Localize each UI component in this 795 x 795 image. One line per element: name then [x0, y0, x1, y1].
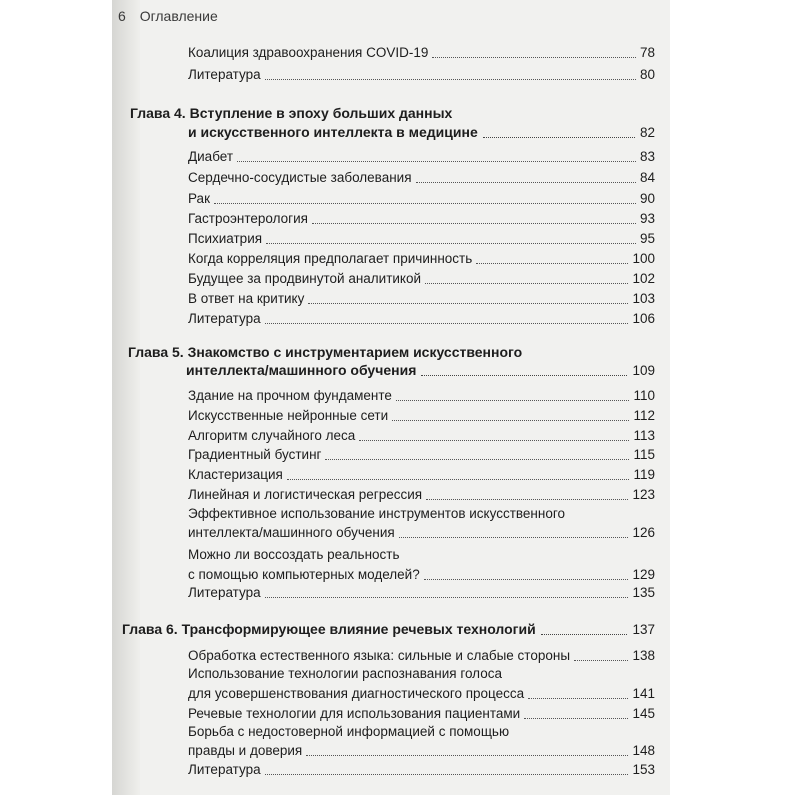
toc-entry[interactable]: Литература 106 [188, 311, 655, 326]
toc-entry-line1: Эффективное использование инструментов искусственного [188, 506, 565, 521]
toc-entry-line1: Использование технологии распознавания голоса [188, 666, 502, 681]
page-title: Оглавление [139, 8, 218, 24]
chapter-4-entry[interactable]: и искусственного интеллекта в медицине 82 [188, 124, 655, 140]
toc-entry[interactable]: для усовершенствования диагностического процесса 141 [188, 686, 655, 701]
toc-entry[interactable]: с помощью компьютерных моделей? 129 [188, 567, 655, 582]
toc-entry[interactable]: Кластеризация 119 [188, 467, 655, 482]
toc-entry[interactable]: Искусственные нейронные сети 112 [188, 408, 655, 423]
toc-entry[interactable]: Будущее за продвинутой аналитикой 102 [188, 271, 655, 286]
toc-entry[interactable]: Градиентный бустинг 115 [188, 447, 655, 462]
chapter-4-heading: Глава 4. Вступление в эпоху больших данных [130, 105, 453, 121]
toc-entry[interactable]: Линейная и логистическая регрессия 123 [188, 487, 655, 502]
toc-entry-line1: Борьба с недостоверной информацией с помощью [188, 724, 510, 739]
toc-entry[interactable]: Речевые технологии для использования пациентами 145 [188, 706, 655, 721]
page-number: 6 [118, 8, 126, 24]
chapter-5-heading: Глава 5. Знакомство с инструментарием искусственного [128, 344, 523, 360]
chapter-6-entry[interactable]: Глава 6. Трансформирующее влияние речевых технологий 137 [122, 621, 655, 637]
toc-entry[interactable]: интеллекта/машинного обучения 126 [188, 525, 655, 540]
toc-entry-line1: Можно ли воссоздать реальность [188, 547, 400, 562]
toc-entry[interactable]: Обработка естественного языка: сильные и слабые стороны 138 [188, 648, 655, 663]
toc-entry[interactable]: В ответ на критику 103 [188, 291, 655, 306]
toc-entry[interactable]: Сердечно-сосудистые заболевания 84 [188, 170, 655, 185]
toc-entry[interactable]: Алгоритм случайного леса 113 [188, 428, 655, 443]
toc-entry[interactable]: правды и доверия 148 [188, 743, 655, 758]
toc-entry[interactable]: Диабет 83 [188, 149, 655, 164]
toc-entry[interactable]: Литература 153 [188, 762, 655, 777]
toc-entry[interactable]: Гастроэнтерология 93 [188, 211, 655, 226]
toc-entry[interactable]: Здание на прочном фундаменте 110 [188, 388, 655, 403]
toc-entry[interactable]: Психиатрия 95 [188, 231, 655, 246]
toc-entry[interactable]: Литература 80 [188, 67, 655, 82]
chapter-5-entry[interactable]: интеллекта/машинного обучения 109 [186, 362, 655, 378]
toc-entry[interactable]: Рак 90 [188, 191, 655, 206]
toc-entry[interactable]: Когда корреляция предполагает причинность 100 [188, 251, 655, 266]
toc-entry[interactable]: Литература 135 [188, 585, 655, 600]
toc-entry[interactable]: Коалиция здравоохранения COVID-19 78 [188, 45, 655, 60]
